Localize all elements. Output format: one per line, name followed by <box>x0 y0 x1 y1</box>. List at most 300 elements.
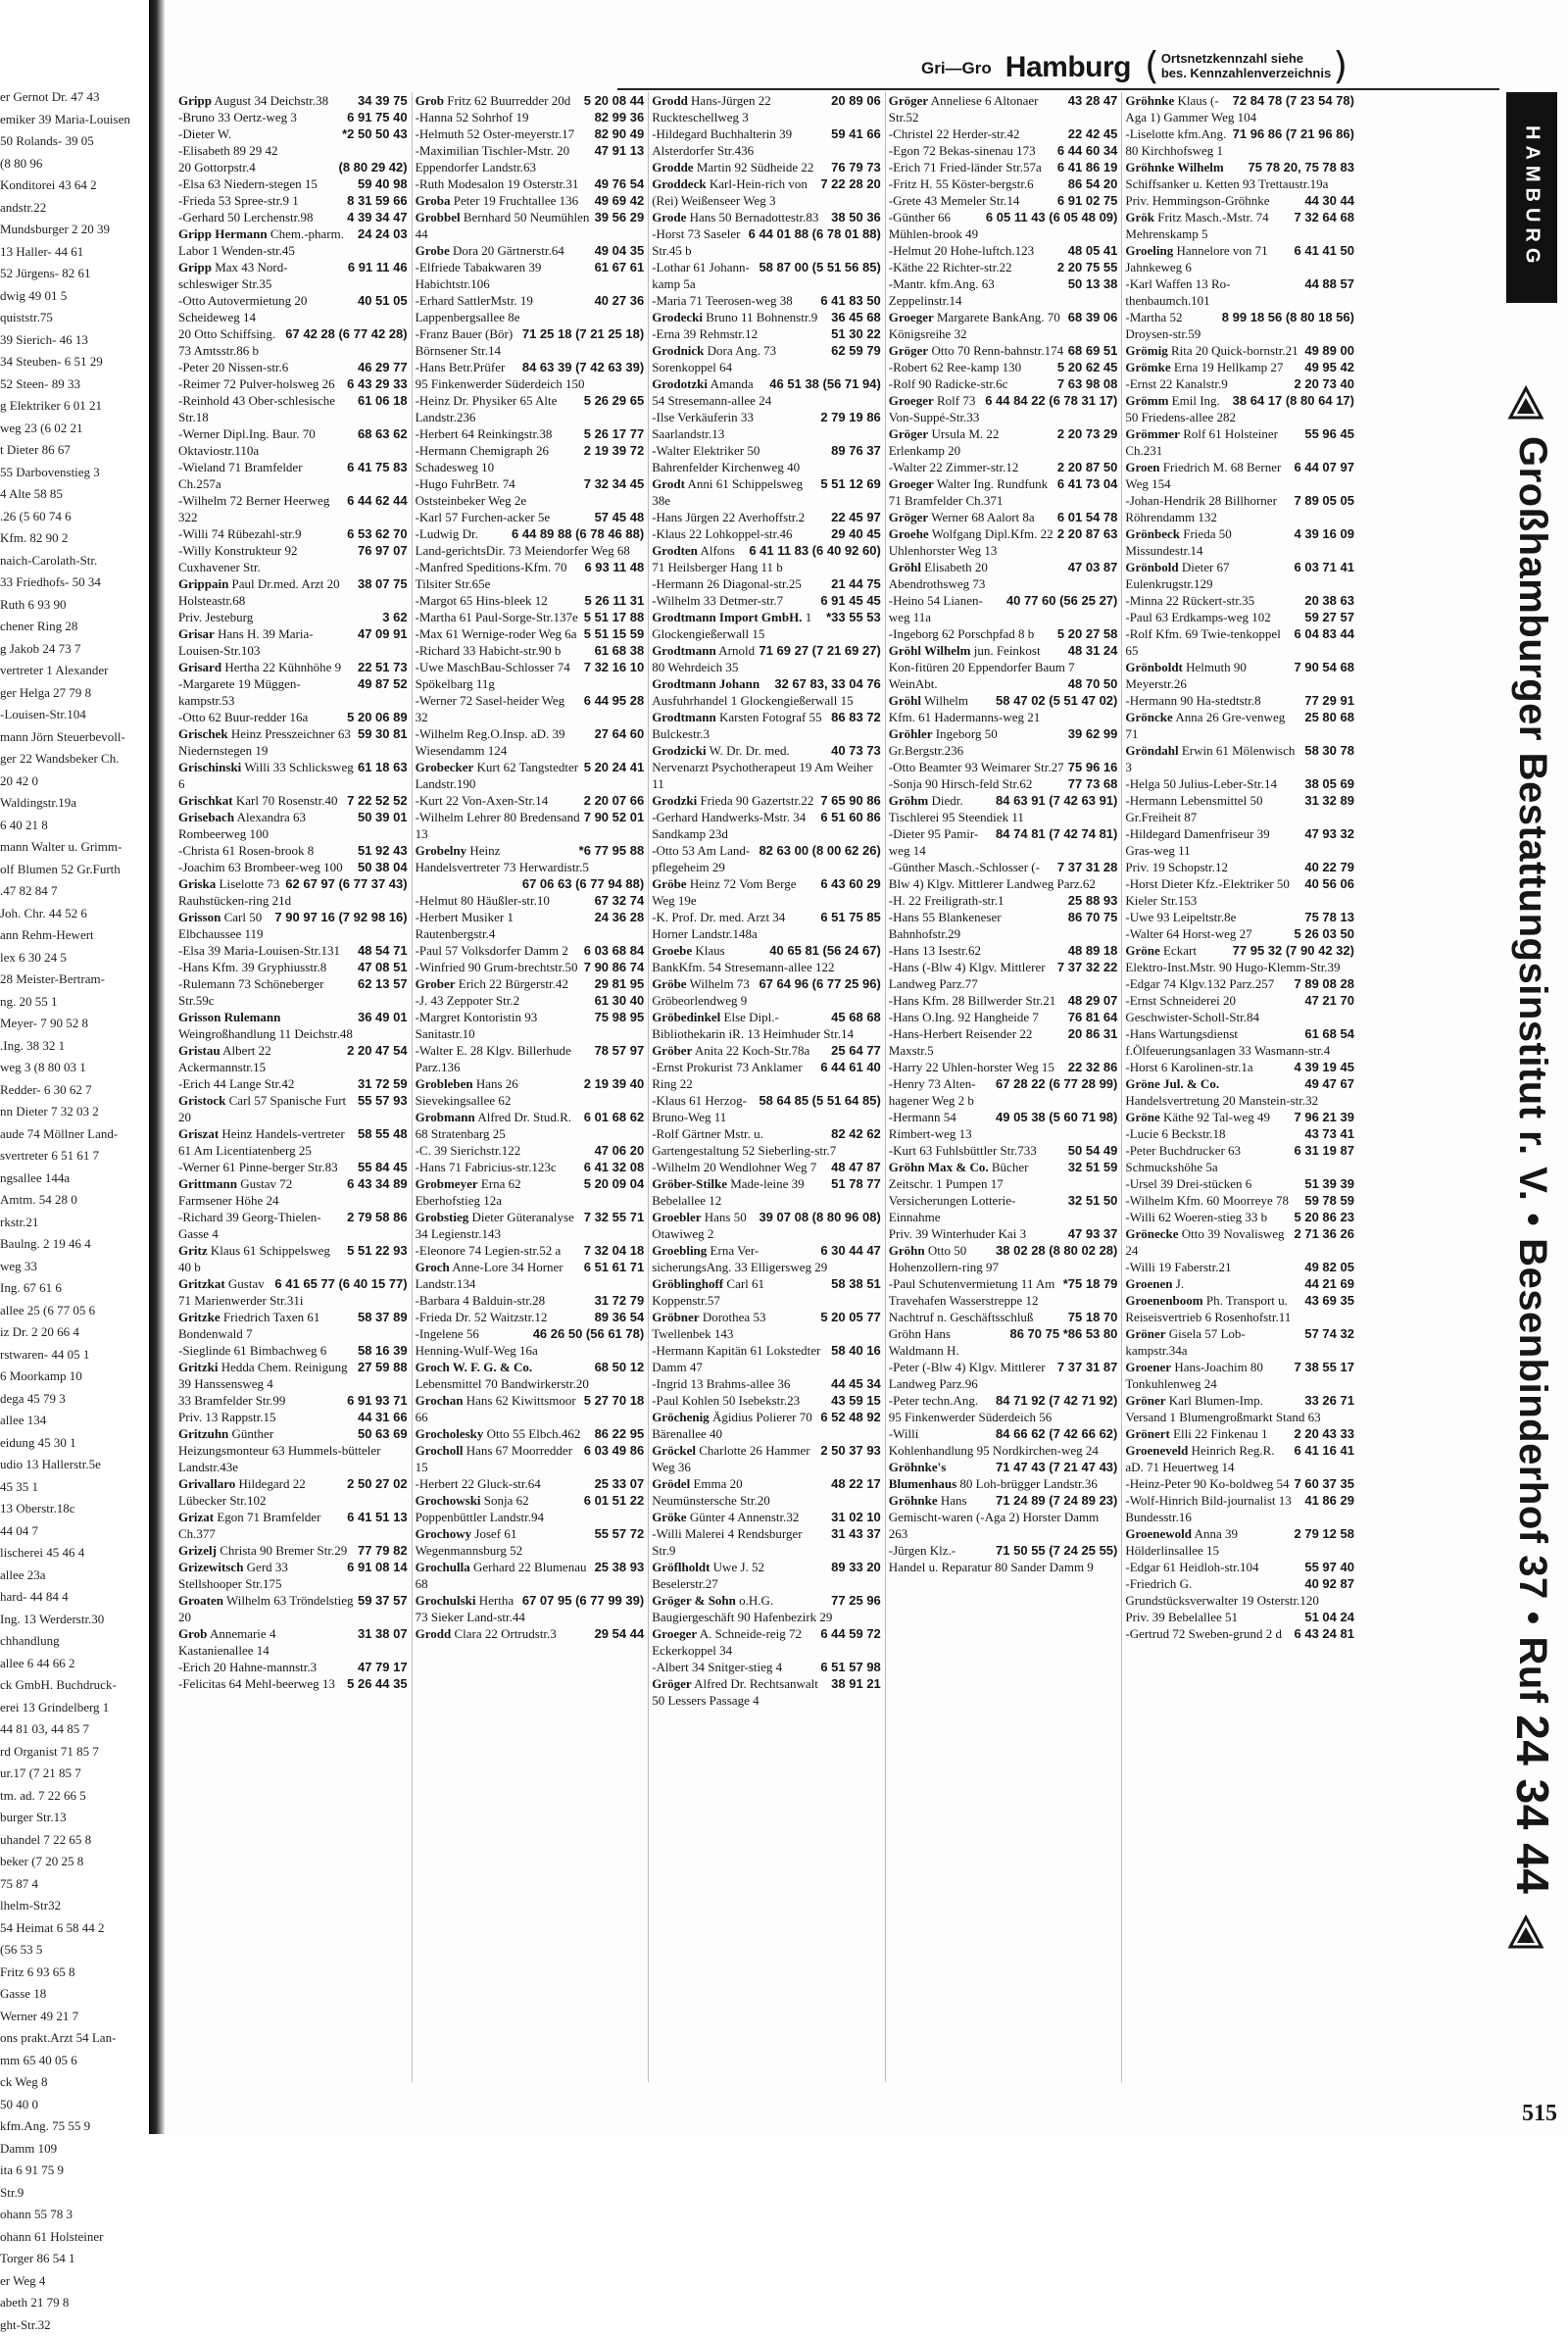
entry-details: -Otto Autovermietung 20 Scheideweg 14 <box>178 293 307 324</box>
directory-entry <box>178 1675 408 1692</box>
funeral-institute-ad <box>1503 455 1562 1876</box>
left-page-line: lhelm-Str32 <box>0 1895 147 1917</box>
entry-name: Grodt <box>652 476 685 491</box>
entry-name: Grodten <box>652 543 698 558</box>
left-page-line: ons prakt.Arzt 54 Lan- <box>0 2027 147 2050</box>
entry-details: Hertha 22 Kühnhöhe 9 <box>224 660 341 674</box>
entry-phone: 6 52 48 92 <box>820 1409 880 1425</box>
entry-phone: 46 26 50 (56 61 78) <box>533 1325 644 1342</box>
entry-details: August 34 Deichstr.38 <box>215 93 329 108</box>
directory-entry <box>652 1092 881 1125</box>
entry-phone: 50 38 04 <box>358 859 408 875</box>
left-page-line: Torger 86 54 1 <box>0 2248 147 2270</box>
entry-phone: 6 41 11 83 (6 40 92 60) <box>749 542 880 559</box>
left-page-line: ohann 55 78 3 <box>0 2204 147 2226</box>
entry-details: -Kurt 63 Fuhlsbüttler Str.733 <box>889 1143 1037 1158</box>
entry-phone: 61 06 18 <box>358 392 408 409</box>
entry-name: Grönbeck <box>1125 526 1180 541</box>
directory-entry <box>178 1159 408 1175</box>
left-page-line: dwig 49 01 5 <box>0 285 147 308</box>
entry-name: Gröke <box>652 1510 686 1524</box>
entry-phone: 29 54 44 <box>595 1625 645 1642</box>
entry-phone: 6 41 83 50 <box>820 292 880 309</box>
directory-entry <box>652 1592 881 1625</box>
entry-phone: 58 47 02 (5 51 47 02) <box>996 692 1117 709</box>
entry-phone: 61 68 38 <box>595 642 645 659</box>
directory-entry <box>652 475 881 509</box>
entry-details: Heinz Presszeichner 63 Niedernstegen 19 <box>178 726 351 758</box>
entry-name: Gröblinghoff <box>652 1276 723 1291</box>
directory-entry <box>416 1175 645 1209</box>
left-page-line: 13 Haller- 44 61 <box>0 241 147 264</box>
entry-details: -Walter 64 Horst-weg 27 <box>1125 926 1251 941</box>
entry-details: -Reimer 72 Pulver-holsweg 26 <box>178 376 335 391</box>
left-page-line: 28 Meister-Bertram- <box>0 969 147 991</box>
entry-details: Anna 26 Gre-venweg 71 <box>1125 710 1285 741</box>
entry-details: -Elisabeth 89 29 42 <box>178 143 277 158</box>
entry-phone: 57 45 48 <box>595 509 645 525</box>
entry-phone: 58 55 48 <box>358 1125 408 1142</box>
entry-details: Rolf 61 Holsteiner Ch.231 <box>1125 426 1278 458</box>
entry-phone: 6 44 61 40 <box>820 1059 880 1075</box>
directory-entry <box>889 759 1118 775</box>
directory-entry <box>178 842 408 859</box>
entry-details: Eckart Elektro-Inst.Mstr. 90 Hugo-Klemm-Str.39 <box>1125 943 1340 974</box>
directory-entry <box>889 509 1118 525</box>
entry-details: -Otto 53 Am Land-pflegeheim 29 <box>652 843 750 874</box>
entry-phone: 5 20 08 44 <box>584 92 644 109</box>
directory-entry <box>416 1309 645 1325</box>
directory-entry <box>1125 1442 1354 1475</box>
directory-entry <box>889 1059 1118 1075</box>
entry-phone: *75 18 79 <box>1063 1275 1118 1292</box>
entry-details: -Ursel 39 Drei-stücken 6 <box>1125 1176 1251 1191</box>
entry-phone: 47 03 87 <box>1068 559 1118 575</box>
directory-entry <box>889 792 1118 825</box>
entry-details: -Frieda 53 Spree-str.9 1 <box>178 193 299 208</box>
left-page-line: g Jakob 24 73 7 <box>0 638 147 661</box>
entry-details: -Hildegard Buchhalterin 39 Alsterdorfer Str.436 <box>652 126 792 158</box>
entry-phone: 67 06 63 (6 77 94 88) <box>522 875 644 892</box>
directory-entry <box>416 1325 645 1359</box>
entry-name: Grob <box>416 93 444 108</box>
entry-details: Ingeborg 50 Gr.Bergstr.236 <box>889 726 998 758</box>
directory-entry <box>416 1075 645 1109</box>
entry-phone: 7 63 98 08 <box>1057 375 1117 392</box>
entry-phone: 47 09 91 <box>358 625 408 642</box>
entry-phone: 51 78 77 <box>831 1175 881 1192</box>
directory-entry <box>1125 1192 1354 1209</box>
entry-name: Grömm <box>1125 393 1168 408</box>
entry-name: Gröckel <box>652 1443 696 1458</box>
entry-phone: 2 20 47 54 <box>347 1042 407 1059</box>
left-page-line: 33 Friedhofs- 50 34 <box>0 572 147 594</box>
entry-details: 20 Gottorpstr.4 <box>178 160 256 174</box>
directory-entry <box>1125 1609 1354 1625</box>
entry-phone: 5 20 27 58 <box>1057 625 1117 642</box>
directory-entry <box>1125 92 1354 125</box>
entry-phone: 6 44 60 34 <box>1057 142 1117 159</box>
right-margin-band <box>1340 92 1568 2082</box>
directory-entry <box>889 359 1118 375</box>
entry-name: Gröhm <box>889 793 928 808</box>
entry-details: -Erna 39 Rehmstr.12 <box>652 326 758 341</box>
entry-name: Grippain <box>178 576 228 591</box>
entry-name: Grobbel <box>416 210 461 224</box>
directory-entry <box>178 1242 408 1275</box>
entry-details: -Gerhard Handwerks-Mstr. 34 Sandkamp 23d <box>652 810 806 841</box>
entry-details: Made-leine 39 Bebelallee 12 <box>652 1176 804 1208</box>
entry-name: Grodzicki <box>652 743 706 758</box>
left-page-line: abeth 21 79 8 <box>0 2292 147 2314</box>
entry-phone: 7 32 04 18 <box>584 1242 644 1259</box>
entry-details: Arnold 80 Wehrdeich 35 <box>652 643 755 674</box>
entry-phone: 48 70 50 <box>1068 675 1118 692</box>
left-page-line: .26 (5 60 74 6 <box>0 506 147 528</box>
entry-details: Peter 19 Fruchtallee 136 <box>454 193 578 208</box>
entry-details: W. Dr. Dr. med. Nervenarzt Psychotherapeut 19 Am Weiher 11 <box>652 743 872 791</box>
entry-name: Gröbner <box>652 1310 699 1324</box>
entry-phone: 58 30 78 <box>1304 742 1354 759</box>
entry-details: -Franz Bauer (Bör) Börnsener Str.14 <box>416 326 514 358</box>
entry-details: -K. Prof. Dr. med. Arzt 34 Horner Landstr.148a <box>652 910 785 941</box>
entry-details: Friedrich Taxen 61 Bondenwald 7 <box>178 1310 319 1341</box>
entry-details: -Martha 52 Droysen-str.59 <box>1125 310 1200 341</box>
entry-name: Grober <box>416 976 456 991</box>
entry-phone: 68 39 06 <box>1068 309 1118 325</box>
directory-entry <box>178 809 408 842</box>
entry-name: Grizelj <box>178 1543 217 1558</box>
directory-entry <box>889 1009 1118 1025</box>
entry-name: Groebler <box>652 1210 701 1224</box>
directory-entry <box>1125 1425 1354 1442</box>
entry-phone: 7 37 31 28 <box>1057 859 1117 875</box>
directory-entry <box>178 1592 408 1625</box>
directory-entry <box>416 592 645 609</box>
entry-details: -Ludwig Dr. Land-gerichtsDir. 73 Meiendorfer Weg 68 <box>416 526 630 558</box>
left-page-line: allee 134 <box>0 1410 147 1432</box>
entry-details: -Hans O.Ing. 92 Hangheide 7 <box>889 1010 1039 1024</box>
entry-phone: 5 20 05 77 <box>820 1309 880 1325</box>
entry-name: Gripp <box>178 93 212 108</box>
directory-entry <box>416 759 645 792</box>
directory-entry <box>652 875 881 909</box>
directory-entry <box>652 609 881 642</box>
ad-separator-1: • <box>1511 1213 1554 1227</box>
page-number: 515 <box>1522 2101 1557 2127</box>
entry-phone: 4 39 34 47 <box>347 209 407 225</box>
left-page-line: chener Ring 28 <box>0 616 147 638</box>
entry-details: -Erich 44 Lange Str.42 <box>178 1076 294 1091</box>
directory-entry <box>1125 1109 1354 1125</box>
directory-entry <box>1125 692 1354 709</box>
entry-phone: 55 84 45 <box>358 1159 408 1175</box>
entry-details: -Klaus 22 Lohkoppel-str.46 <box>652 526 792 541</box>
entry-details: Hannelore von 71 Jahnkeweg 6 <box>1125 243 1267 274</box>
entry-phone: 6 41 32 08 <box>584 1159 644 1175</box>
entry-details: -Hans (-Blw 4) Klgv. Mittlerer Landweg Parz.77 <box>889 960 1046 991</box>
directory-entry <box>178 875 408 909</box>
entry-details: -Edgar 61 Heidloh-str.104 <box>1125 1560 1258 1574</box>
entry-details: -Johan-Hendrik 28 Billhorner Röhrendamm 132 <box>1125 493 1277 524</box>
directory-entry <box>1125 159 1354 192</box>
entry-name: Gröber <box>652 1043 692 1058</box>
entry-details: -J. 43 Zeppoter Str.2 <box>416 993 520 1008</box>
entry-phone: 50 13 38 <box>1068 275 1118 292</box>
directory-entry <box>889 992 1118 1009</box>
directory-entry <box>178 325 408 359</box>
entry-name: Groddeck <box>652 176 706 191</box>
entry-phone: 7 90 97 16 (7 92 98 16) <box>274 909 407 925</box>
directory-entry <box>178 959 408 975</box>
entry-name: Grocholesky <box>416 1426 484 1441</box>
left-page-line: mm 65 40 05 6 <box>0 2050 147 2072</box>
entry-details: Priv. 39 Winterhuder Kai 3 <box>889 1226 1026 1241</box>
entry-details: Charlotte 26 Hammer Weg 36 <box>652 1443 809 1474</box>
directory-entry <box>889 775 1118 792</box>
entry-details: 20 Otto Schiffsing. 73 Amtsstr.86 b <box>178 326 275 358</box>
directory-page <box>167 0 1568 2134</box>
left-page-line: olf Blumen 52 Gr.Furth <box>0 859 147 881</box>
directory-entry <box>889 142 1118 159</box>
directory-entry <box>889 275 1118 309</box>
entry-details: Uwe J. 52 Beselerstr.27 <box>652 1560 764 1591</box>
directory-entry <box>652 175 881 209</box>
entry-details: -Werner 72 Sasel-heider Weg 32 <box>416 693 565 724</box>
left-page-line: Redder- 6 30 62 7 <box>0 1079 147 1102</box>
entry-phone: 72 84 78 (7 23 54 78) <box>1233 92 1354 109</box>
directory-entry <box>652 259 881 292</box>
left-page-line: Mundsburger 2 20 39 <box>0 219 147 241</box>
directory-entry <box>178 1392 408 1409</box>
entry-details: -Willi 74 Rübezahl-str.9 <box>178 526 301 541</box>
directory-entry <box>178 859 408 875</box>
entry-details: Friedrich M. 68 Berner Weg 154 <box>1125 460 1281 491</box>
entry-details: Alfred Dr. Rechtsanwalt 50 Lessers Passage 4 <box>652 1676 818 1708</box>
directory-entry <box>889 825 1118 859</box>
directory-entry <box>652 1525 881 1559</box>
entry-name: Grochowy <box>416 1526 472 1541</box>
directory-entry <box>1125 392 1354 425</box>
entry-phone: 4 39 16 09 <box>1295 525 1354 542</box>
entry-phone: 2 20 73 40 <box>1295 375 1354 392</box>
entry-phone: 2 20 07 66 <box>584 792 644 809</box>
entry-details: -Frieda Dr. 52 Waitzstr.12 <box>416 1310 548 1324</box>
directory-entry <box>178 1559 408 1592</box>
directory-entry <box>416 1442 645 1475</box>
entry-phone: 6 43 34 89 <box>347 1175 407 1192</box>
entry-phone: 2 20 87 63 <box>1057 525 1117 542</box>
header-range: Gri—Gro <box>921 59 992 84</box>
entry-details: -Peter techn.Ang. 95 Finkenwerder Süderdeich 56 <box>889 1393 1052 1424</box>
left-page-line: rkstr.21 <box>0 1212 147 1234</box>
entry-phone: 44 88 57 <box>1304 275 1354 292</box>
entry-name: Grischek <box>178 726 228 741</box>
directory-entry <box>889 692 1118 725</box>
directory-entry <box>889 592 1118 625</box>
directory-entry <box>178 575 408 609</box>
left-page-line: er Weg 4 <box>0 2270 147 2293</box>
left-page-line: Ing. 67 61 6 <box>0 1277 147 1300</box>
entry-phone: 62 13 57 <box>358 975 408 992</box>
entry-details: -Hermann Kapitän 61 Lokstedter Damm 47 <box>652 1343 820 1374</box>
directory-entry <box>652 1309 881 1342</box>
entry-name: Gröber-Stilke <box>652 1176 727 1191</box>
directory-entry <box>416 259 645 292</box>
directory-entry <box>178 1425 408 1475</box>
entry-details: Erna 62 Eberhofstieg 12a <box>416 1176 521 1208</box>
entry-details: Frieda 50 Missundestr.14 <box>1125 526 1231 558</box>
entry-name: Groebling <box>652 1243 707 1258</box>
entry-phone: 6 01 54 78 <box>1057 509 1117 525</box>
entry-details: -Hans Kfm. 28 Billwerder Str.21 <box>889 993 1055 1008</box>
left-page-line: t Dieter 86 67 <box>0 439 147 462</box>
entry-details: -Ingelene 56 Henning-Wulf-Weg 16a <box>416 1326 538 1358</box>
entry-phone: 7 89 05 05 <box>1295 492 1354 509</box>
left-page-fragment <box>0 86 147 2096</box>
entry-name: Grönboldt <box>1125 660 1183 674</box>
entry-name: Gröner <box>1125 1326 1165 1341</box>
entry-name: Gritzki <box>178 1360 218 1374</box>
left-page-line: Amtm. 54 28 0 <box>0 1189 147 1212</box>
entry-name: Grisard <box>178 660 221 674</box>
entry-phone: 6 41 41 50 <box>1295 242 1354 259</box>
entry-phone: 6 01 51 22 <box>584 1492 644 1509</box>
directory-entry <box>652 592 881 609</box>
directory-entry <box>1125 875 1354 909</box>
entry-details: -Joachim 63 Brombeer-weg 100 <box>178 860 343 874</box>
directory-entry <box>416 1042 645 1075</box>
entry-phone: 84 63 39 (7 42 63 39) <box>522 359 644 375</box>
entry-name: Groeger <box>889 393 934 408</box>
entry-details: Erwin 61 Mölenwisch 3 <box>1125 743 1295 774</box>
entry-details: -Hermann 54 Rimbert-weg 13 <box>889 1110 972 1141</box>
entry-details: Willi 33 Schlicksweg 6 <box>178 760 354 791</box>
directory-entry <box>889 1142 1118 1159</box>
entry-details: -Helmut 80 Häußler-str.10 <box>416 893 550 908</box>
entry-phone: 2 79 12 58 <box>1295 1525 1354 1542</box>
directory-entry <box>178 375 408 392</box>
entry-phone: 5 26 03 50 <box>1295 925 1354 942</box>
entry-details: -C. 39 Sierichstr.122 <box>416 1143 521 1158</box>
entry-phone: 38 07 75 <box>358 575 408 592</box>
entry-details: -Hans Betr.Prüfer 95 Finkenwerder Süderdeich 150 <box>416 360 585 391</box>
brace-close: ) <box>1333 47 1348 84</box>
entry-details: Alfred Dr. Stud.R. 68 Stratenbarg 25 <box>416 1110 571 1141</box>
directory-entry <box>178 1359 408 1392</box>
entry-phone: 44 45 34 <box>831 1375 881 1392</box>
entry-phone: 7 32 16 10 <box>584 659 644 675</box>
left-page-line: allee 23a <box>0 1565 147 1587</box>
directory-entry <box>416 109 645 125</box>
directory-entry <box>416 975 645 992</box>
directory-entry <box>178 125 408 142</box>
entry-phone: 84 74 81 (7 42 74 81) <box>996 825 1117 842</box>
entry-phone: 43 59 15 <box>831 1392 881 1409</box>
entry-details: Erna Ver-sicherungsAng. 33 Elligersweg 29 <box>652 1243 827 1274</box>
entry-name: Groenen <box>1125 1276 1172 1291</box>
directory-entry <box>889 1025 1118 1059</box>
entry-name: Grönbold <box>1125 560 1178 574</box>
entry-details: -Lucie 6 Beckstr.18 <box>1125 1126 1225 1141</box>
directory-entry <box>1125 975 1354 992</box>
entry-phone: 6 93 11 48 <box>584 559 644 575</box>
directory-entry <box>1125 359 1354 375</box>
entry-name: Grodnick <box>652 343 704 358</box>
directory-entry <box>416 242 645 259</box>
entry-phone: 7 90 86 74 <box>584 959 644 975</box>
entry-details: -Hermann Chemigraph 26 Schadesweg 10 <box>416 443 549 474</box>
entry-details: Priv. 39 Bebelallee 51 <box>1125 1610 1238 1624</box>
directory-entry <box>416 125 645 142</box>
directory-entry <box>1125 775 1354 792</box>
directory-entry <box>652 909 881 942</box>
entry-phone: 5 20 06 89 <box>347 709 407 725</box>
entry-details: Hans-Joachim 80 Tonkuhlenweg 24 <box>1125 1360 1263 1391</box>
entry-phone: 5 51 15 59 <box>584 625 644 642</box>
entry-details: -Richard 39 Georg-Thielen-Gasse 4 <box>178 1210 321 1241</box>
entry-phone: 71 96 86 (7 21 96 86) <box>1233 125 1354 142</box>
entry-phone: 47 91 13 <box>595 142 645 159</box>
entry-phone: 84 66 62 (7 42 66 62) <box>996 1425 1117 1442</box>
directory-entry <box>889 642 1118 675</box>
directory-entry <box>178 1659 408 1675</box>
entry-details: -Harry 22 Uhlen-horster Weg 15 <box>889 1060 1054 1074</box>
entry-details: Hans 50 Otawiweg 2 <box>652 1210 747 1241</box>
entry-phone: 89 36 54 <box>595 1309 645 1325</box>
entry-phone: 71 24 89 (7 24 89 23) <box>996 1492 1117 1509</box>
entry-details: -Uwe MaschBau-Schlosser 74 Spökelbarg 11g <box>416 660 570 691</box>
directory-entry <box>1125 309 1354 342</box>
entry-name: Gröchenig <box>652 1410 710 1424</box>
entry-details: -Karl 57 Furchen-acker 5e <box>416 510 551 524</box>
directory-column-5 <box>1121 92 1354 2082</box>
left-page-line: 6 40 21 8 <box>0 815 147 837</box>
entry-phone: 47 93 37 <box>1068 1225 1118 1242</box>
left-page-line: 45 35 1 <box>0 1476 147 1499</box>
directory-entry <box>652 1509 881 1525</box>
directory-entry <box>416 292 645 325</box>
entry-phone: 43 73 41 <box>1304 1125 1354 1142</box>
entry-phone: 5 26 29 65 <box>584 392 644 409</box>
directory-entry <box>416 725 645 759</box>
directory-entry <box>178 159 408 175</box>
entry-name: Grömmer <box>1125 426 1180 441</box>
entry-phone: 25 80 68 <box>1304 709 1354 725</box>
entry-phone: 50 39 01 <box>358 809 408 825</box>
ad-address: Besenbinderhof 37 <box>1511 1238 1554 1600</box>
entry-phone: 41 86 29 <box>1304 1492 1354 1509</box>
entry-name: Grochulski <box>416 1593 476 1608</box>
entry-details: -Heinz-Peter 90 Ko-boldweg 54 <box>1125 1476 1289 1491</box>
entry-phone: 48 47 87 <box>831 1159 881 1175</box>
left-page-line: naich-Carolath-Str. <box>0 550 147 572</box>
directory-entry <box>1125 192 1354 209</box>
entry-name: Grochowski <box>416 1493 481 1508</box>
entry-details: Elisabeth 20 Abendrothsweg 73 <box>889 560 988 591</box>
entry-phone: 86 70 75 *86 53 80 <box>1009 1325 1117 1342</box>
entry-details: -Uwe 93 Leipeltstr.8e <box>1125 910 1236 924</box>
directory-entry <box>1125 1625 1354 1642</box>
directory-entry <box>652 1125 881 1159</box>
entry-phone: 31 38 07 <box>358 1625 408 1642</box>
entry-phone: 86 22 95 <box>595 1425 645 1442</box>
entry-name: Groeger <box>889 310 934 324</box>
entry-details: -Hanna 52 Sohrhof 19 <box>416 110 529 124</box>
entry-details: -Hans 13 Isestr.62 <box>889 943 981 958</box>
directory-entry <box>889 1542 1118 1575</box>
directory-entry <box>416 892 645 909</box>
